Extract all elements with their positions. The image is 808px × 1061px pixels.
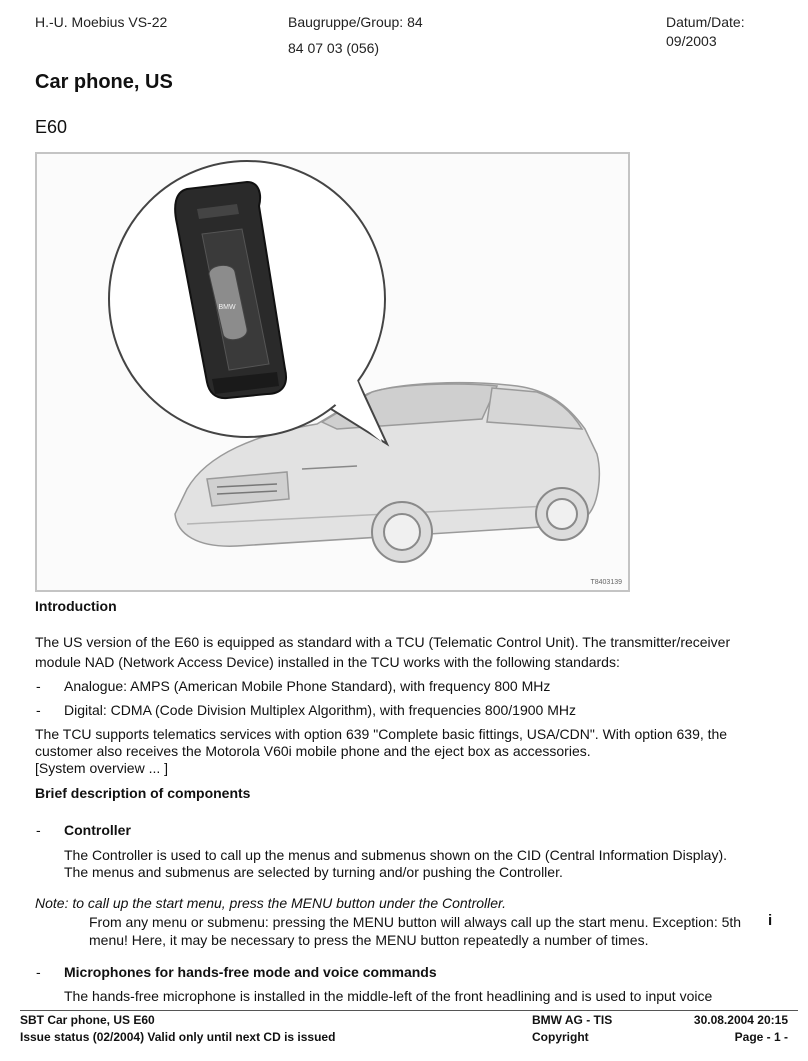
bullet-dash: - xyxy=(36,822,41,838)
intro-para2-line2: customer also receives the Motorola V60i mobile phone and the eject box as accessories. xyxy=(35,743,591,759)
car-phone-figure xyxy=(35,152,630,592)
controller-line1: The Controller is used to call up the menus and submenus shown on the CID (Central Information Display). xyxy=(64,847,727,863)
bullet-dash: - xyxy=(36,678,41,694)
intro-para2-line1: The TCU supports telematics services with option 639 "Complete basic fittings, USA/CDN". With option 639, the xyxy=(35,726,728,742)
note-label: Note: to call up the start menu, press the MENU button under the Controller. xyxy=(35,895,507,911)
system-overview-link[interactable]: [System overview ... ] xyxy=(35,760,169,776)
components-heading: Brief description of components xyxy=(35,785,251,801)
footer-copyright: Copyright xyxy=(532,1030,589,1044)
car-illustration xyxy=(37,154,628,590)
intro-para1-line2: module NAD (Network Access Device) installed in the TCU works with the following standards: xyxy=(35,654,620,670)
footer-divider xyxy=(20,1010,798,1011)
bullet-item: Analogue: AMPS (American Mobile Phone Standard), with frequency 800 MHz xyxy=(64,678,551,694)
note-line1: From any menu or submenu: pressing the MENU button will always call up the start menu. Exception: 5th xyxy=(89,914,742,930)
footer-company: BMW AG - TIS xyxy=(532,1013,613,1027)
microphones-line1: The hands-free microphone is installed in the middle-left of the front headlining and is used to input voice xyxy=(64,988,713,1004)
introduction-heading: Introduction xyxy=(35,598,117,614)
header-group-label: Baugruppe/Group: 84 xyxy=(288,14,423,30)
header-date-value: 09/2003 xyxy=(666,33,717,49)
phone-logo-text: BMW xyxy=(218,304,236,311)
footer-doc-title: SBT Car phone, US E60 xyxy=(20,1013,155,1027)
header-group-number: 84 07 03 (056) xyxy=(288,40,380,56)
controller-line2: The menus and submenus are selected by turning and/or pushing the Controller. xyxy=(64,864,563,880)
footer-datetime: 30.08.2004 20:15 xyxy=(693,1013,788,1027)
bullet-dash: - xyxy=(36,964,41,980)
intro-para1-line1: The US version of the E60 is equipped as standard with a TCU (Telematic Control Unit). The transmitter/receiver xyxy=(35,634,731,650)
wheel-front xyxy=(372,502,432,562)
page-title: Car phone, US xyxy=(35,71,173,93)
footer-issue-status: Issue status (02/2004) Valid only until next CD is issued xyxy=(20,1030,336,1044)
footer-page-number: Page - 1 - xyxy=(734,1030,788,1044)
figure-id: T8403139 xyxy=(590,579,622,586)
microphones-title: Microphones for hands-free mode and voice commands xyxy=(64,964,437,980)
model-title: E60 xyxy=(35,117,68,137)
header-author: H.-U. Moebius VS-22 xyxy=(35,14,168,30)
bullet-item: Digital: CDMA (Code Division Multiplex Algorithm), with frequencies 800/1900 MHz xyxy=(64,702,576,718)
controller-title: Controller xyxy=(64,822,131,838)
header-date-label: Datum/Date: xyxy=(666,14,745,30)
bullet-dash: - xyxy=(36,702,41,718)
wheel-rear xyxy=(536,488,588,540)
info-icon[interactable]: i xyxy=(768,912,773,929)
note-line2: menu! Here, it may be necessary to press the MENU button repeatedly a number of times. xyxy=(89,932,649,948)
